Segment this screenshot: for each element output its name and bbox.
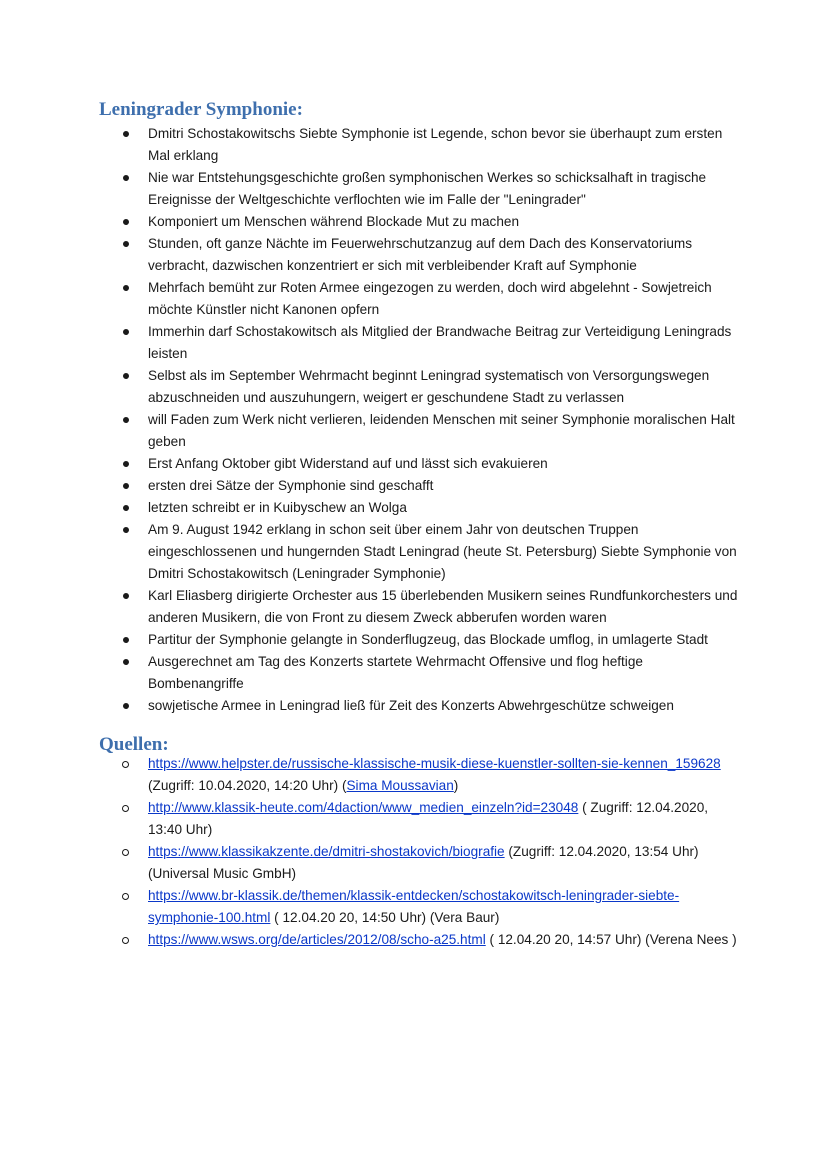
source-item — [0, 885, 828, 929]
list-item: sowjetische Armee in Leningrad ließ für Zeit des Konzerts Abwehrgeschütze schweigen — [0, 695, 828, 717]
list-item: Ausgerechnet am Tag des Konzerts startete Wehrmacht Offensive und flog heftige Bombenangriffe — [0, 651, 828, 695]
sources-list — [0, 753, 828, 951]
author-link[interactable]: Sima Moussavian — [346, 778, 454, 793]
source-link[interactable]: https://www.helpster.de/russische-klassische-musik-diese-kuenstler-sollten-sie-kennen_159628 — [148, 756, 721, 771]
source-link[interactable]: https://www.br-klassik.de/themen/klassik-entdecken/schostakowitsch-leningrader-siebte-symphonie-100.html — [148, 888, 680, 925]
list-item: will Faden zum Werk nicht verlieren, leidenden Menschen mit seiner Symphonie moralischen Halt geben — [0, 409, 828, 453]
bullet-list — [0, 123, 828, 717]
sources-heading: Quellen: — [99, 734, 169, 755]
list-item: Dmitri Schostakowitschs Siebte Symphonie ist Legende, schon bevor sie überhaupt zum ersten Mal erklang — [0, 123, 828, 167]
source-link[interactable]: https://www.wsws.org/de/articles/2012/08/scho-a25.html — [148, 932, 486, 947]
list-item: Am 9. August 1942 erklang in schon seit über einem Jahr von deutschen Truppen eingeschlossenen und hungernden Stadt Leningrad (heute St. Petersburg) Siebte Symphonie von Dmitri Schostakowitsch (Leningrader Symphonie) — [0, 519, 828, 585]
source-link[interactable]: http://www.klassik-heute.com/4daction/www_medien_einzeln?id=23048 — [148, 800, 579, 815]
list-item: letzten schreibt er in Kuibyschew an Wolga — [0, 497, 828, 519]
source-note-tail: ) — [453, 778, 459, 793]
list-item: Erst Anfang Oktober gibt Widerstand auf und lässt sich evakuieren — [0, 453, 828, 475]
list-item: ersten drei Sätze der Symphonie sind geschafft — [0, 475, 828, 497]
source-item — [0, 841, 828, 885]
list-item: Komponiert um Menschen während Blockade Mut zu machen — [0, 211, 828, 233]
source-item — [0, 753, 828, 797]
source-note: (Zugriff: 10.04.2020, 14:20 Uhr) ( — [148, 778, 347, 793]
source-note: (Zugriff: 12.04.2020, 13:54 Uhr) (Universal Music GmbH) — [148, 844, 699, 881]
source-note: ( 12.04.20 20, 14:57 Uhr) (Verena Nees ) — [485, 932, 737, 947]
source-note: ( Zugriff: 12.04.2020, 13:40 Uhr) — [148, 800, 709, 837]
list-item: Partitur der Symphonie gelangte in Sonderflugzeug, das Blockade umflog, in umlagerte Stadt — [0, 629, 828, 651]
source-link[interactable]: https://www.klassikakzente.de/dmitri-shostakovich/biografie — [148, 844, 505, 859]
section-heading: Leningrader Symphonie: — [99, 99, 303, 120]
list-item: Immerhin darf Schostakowitsch als Mitglied der Brandwache Beitrag zur Verteidigung Leningrads leisten — [0, 321, 828, 365]
list-item: Nie war Entstehungsgeschichte großen symphonischen Werkes so schicksalhaft in tragische Ereignisse der Weltgeschichte verflochten wie im Falle der "Leningrader" — [0, 167, 828, 211]
list-item: Stunden, oft ganze Nächte im Feuerwehrschutzanzug auf dem Dach des Konservatoriums verbracht, dazwischen konzentriert er sich mit verbleibender Kraft auf Symphonie — [0, 233, 828, 277]
list-item: Mehrfach bemüht zur Roten Armee eingezogen zu werden, doch wird abgelehnt - Sowjetreich möchte Künstler nicht Kanonen opfern — [0, 277, 828, 321]
source-item — [0, 797, 828, 841]
source-note: ( 12.04.20 20, 14:50 Uhr) (Vera Baur) — [270, 910, 500, 925]
source-item — [0, 929, 828, 951]
list-item: Karl Eliasberg dirigierte Orchester aus 15 überlebenden Musikern seines Rundfunkorchesters und anderen Musikern, die von Front zu diesem Zweck abberufen worden waren — [0, 585, 828, 629]
list-item: Selbst als im September Wehrmacht beginnt Leningrad systematisch von Versorgungswegen abzuschneiden und auszuhungern, weigert er geschundene Stadt zu verlassen — [0, 365, 828, 409]
